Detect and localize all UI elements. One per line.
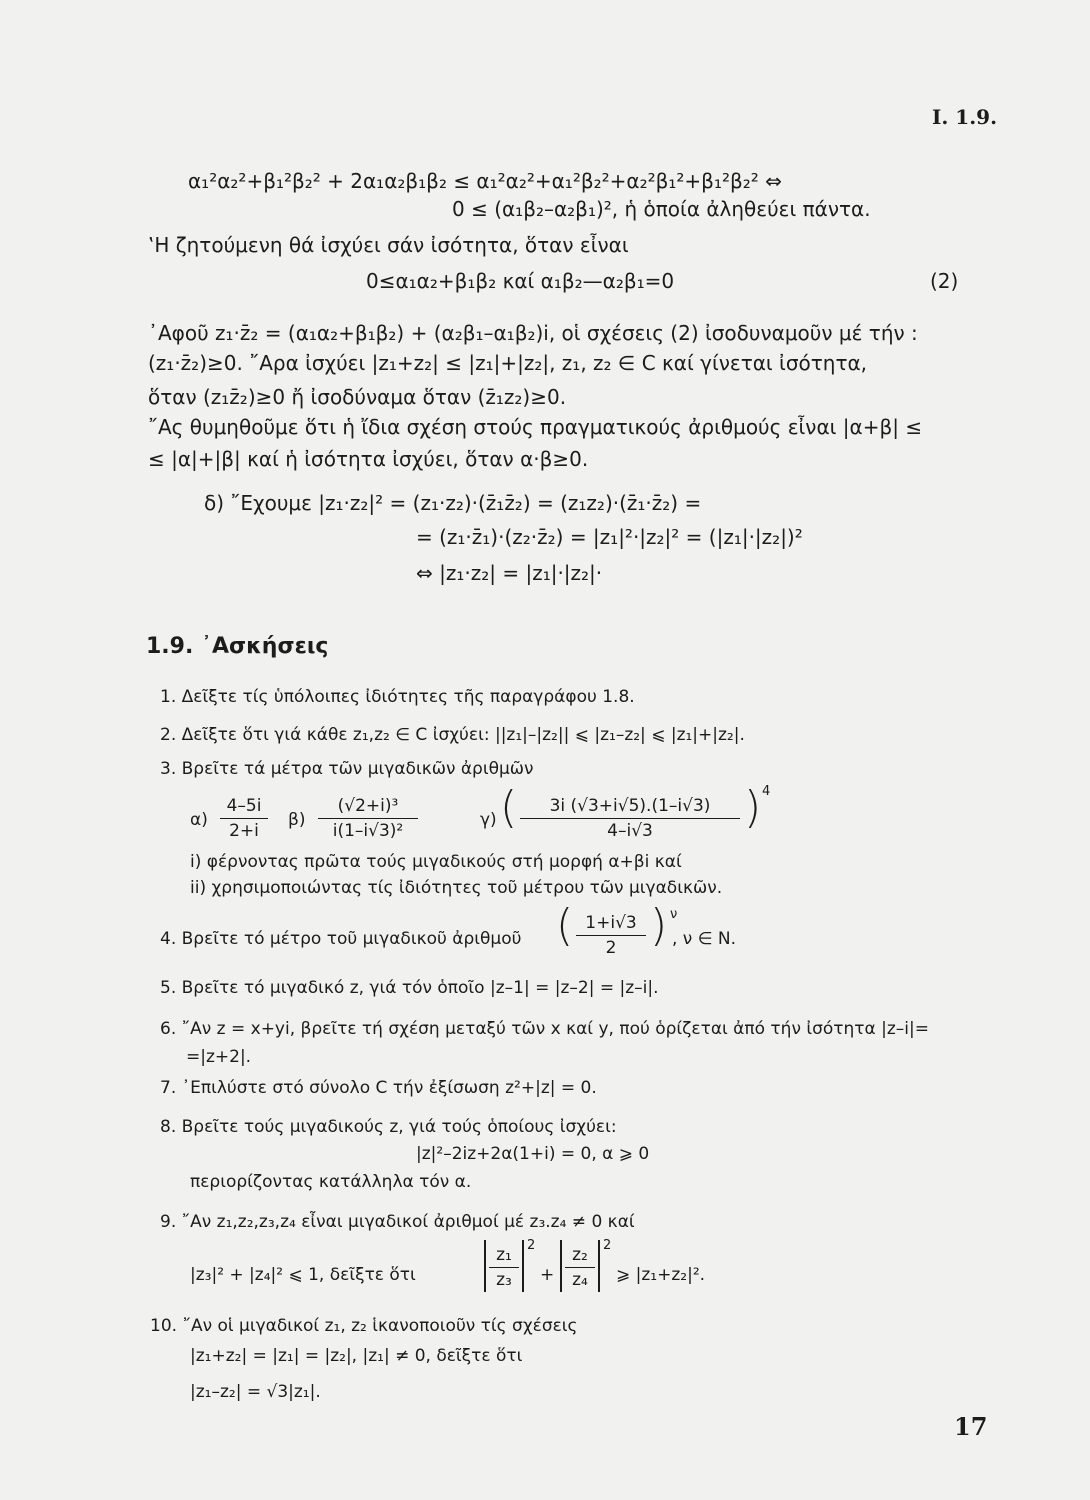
proof-line-6: (z₁·z̄₂)≥0. ῎Αρα ἰσχύει |z₁+z₂| ≤ |z₁|+|z₂|, z₁, z₂ ∈ C καί γίνεται ἰσότητα, [148,351,868,375]
fraction-numerator: 3i (√3+i√5).(1–i√3) [549,796,711,816]
exercise-3: 3. Βρεῖτε τά μέτρα τῶν μιγαδικῶν ἀριθμῶν [160,759,534,779]
proof-line-3: ‛Η ζητούμενη θά ἰσχύει σάν ἰσότητα, ὅταν εἶναι [148,233,629,257]
exercise-2: 2. Δεῖξτε ὅτι γιά κάθε z₁,z₂ ∈ C ἰσχύει: ||z₁|–|z₂|| ⩽ |z₁–z₂| ⩽ |z₁|+|z₂|. [160,725,745,745]
fraction-denominator: z₄ [572,1270,588,1290]
exercise-5: 5. Βρεῖτε τό μιγαδικό z, γιά τόν ὁποῖο |z–1| = |z–2| = |z–i|. [160,978,659,998]
abs-bar-left-1 [484,1240,486,1292]
proof-line-1: α₁²α₂²+β₁²β₂² + 2α₁α₂β₁β₂ ≤ α₁²α₂²+α₁²β₂²+α₂²β₁²+β₁²β₂² ⇔ [188,169,782,193]
fraction-denominator: i(1–i√3)² [332,821,404,841]
fraction-numerator: z₁ [496,1245,512,1265]
exercise-9-tail: ⩾ |z₁+z₂|². [616,1265,706,1285]
proof-line-7: ὅταν (z₁z̄₂)≥0 ἤ ἰσοδύναμα ὅταν (z̄₁z₂)≥0. [148,385,567,409]
left-paren-icon: ( [556,900,574,951]
exercise-7: 7. ᾿Επιλύστε στό σύνολο C τήν ἐξίσωση z²+|z| = 0. [160,1078,597,1098]
exercise-9-fraction-2 [565,1244,595,1291]
exercise-3-c-fraction [520,795,740,842]
exercise-3-b-fraction [318,795,418,842]
fraction-denominator: 2+i [229,821,259,841]
fraction-bar [565,1267,595,1268]
equation-2-label: (2) [930,269,959,293]
exercise-6-cont: =|z+2|. [186,1047,252,1067]
exercise-4-tail: , ν ∈ N. [672,929,737,949]
exercise-4: 4. Βρεῖτε τό μέτρο τοῦ μιγαδικοῦ ἀριθμοῦ [160,929,522,949]
exercise-9-square-2: 2 [603,1238,612,1253]
fraction-numerator: 4–5i [226,796,262,816]
exercise-9-fraction-1 [489,1244,519,1291]
exercise-4-exponent: ν [670,907,678,922]
fraction-bar [489,1267,519,1268]
right-paren-icon: ) [744,782,762,833]
abs-bar-left-2 [560,1240,562,1292]
exercise-3-i: i) φέρνοντας πρῶτα τούς μιγαδικούς στή μορφή α+βi καί [190,852,682,872]
exercise-3-ii: ii) χρησιμοποιώντας τίς ἰδιότητες τοῦ μέτρου τῶν μιγαδικῶν. [190,878,723,898]
abs-bar-right-1 [522,1240,524,1292]
section-reference: I. 1.9. [932,105,998,129]
exercise-3-c-label: γ) [480,810,497,830]
exercise-4-fraction [576,912,646,959]
fraction-numerator: z₂ [572,1245,588,1265]
fraction-denominator: z₃ [496,1270,512,1290]
fraction-denominator: 2 [605,938,617,958]
exercise-8: 8. Βρεῖτε τούς μιγαδικούς z, γιά τούς ὁποίους ἰσχύει: [160,1117,617,1137]
exercise-6: 6. ῎Αν z = x+yi, βρεῖτε τή σχέση μεταξύ τῶν x καί y, πού ὁρίζεται ἀπό τήν ἰσότητα |z–i|= [160,1019,929,1039]
exercise-9: 9. ῎Αν z₁,z₂,z₃,z₄ εἶναι μιγαδικοί ἀριθμοί μέ z₃.z₄ ≠ 0 καί [160,1212,635,1232]
fraction-bar [576,935,646,936]
proof-line-8: ῎Ας θυμηθοῦμε ὅτι ἡ ἴδια σχέση στούς πραγματικούς ἀριθμούς εἶναι |α+β| ≤ [148,415,923,439]
section-title: 1.9. ᾿Ασκήσεις [146,634,329,659]
page-number: 17 [954,1412,988,1441]
exercise-3-b-label: β) [288,810,306,830]
part-d-line-3: ⇔ |z₁·z₂| = |z₁|·|z₂|· [416,561,603,585]
fraction-numerator: 1+i√3 [585,913,637,933]
exercise-3-a-label: α) [190,810,208,830]
exercise-10-conditions: |z₁+z₂| = |z₁| = |z₂|, |z₁| ≠ 0, δεῖξτε ὅτι [190,1346,523,1366]
exercise-3-c-exponent: 4 [762,784,771,799]
exercise-9-plus: + [540,1265,555,1285]
proof-line-5: ᾿Αφοῦ z₁·z̄₂ = (α₁α₂+β₁β₂) + (α₂β₁–α₁β₂)i, οἱ σχέσεις (2) ἰσοδυναμοῦν μέ τήν : [148,321,918,345]
right-paren-icon: ) [650,900,668,951]
proof-line-9: ≤ |α|+|β| καί ἡ ἰσότητα ἰσχύει, ὅταν α·β≥0. [148,447,589,471]
fraction-bar [520,818,740,819]
exercise-3-a-fraction [220,795,268,842]
exercise-8-tail: περιορίζοντας κατάλληλα τόν α. [190,1172,472,1192]
fraction-bar [318,818,418,819]
proof-line-2: 0 ≤ (α₁β₂–α₂β₁)², ἡ ὁποία ἀληθεύει πάντα. [452,197,871,221]
equation-2: 0≤α₁α₂+β₁β₂ καί α₁β₂—α₂β₁=0 [366,269,675,293]
exercise-9-condition: |z₃|² + |z₄|² ⩽ 1, δεῖξτε ὅτι [190,1265,416,1285]
left-paren-icon: ( [500,782,518,833]
fraction-denominator: 4–i√3 [607,821,653,841]
exercise-1: 1. Δεῖξτε τίς ὑπόλοιπες ἰδιότητες τῆς παραγράφου 1.8. [160,687,635,707]
exercise-10-result: |z₁–z₂| = √3|z₁|. [190,1382,321,1402]
exercise-9-square-1: 2 [527,1238,536,1253]
fraction-bar [220,818,268,819]
fraction-numerator: (√2+i)³ [337,796,399,816]
part-d-line-1: δ) ῎Εχουμε |z₁·z₂|² = (z₁·z₂)·(z̄₁z̄₂) = (z₁z₂)·(z̄₁·z̄₂) = [204,491,702,515]
abs-bar-right-2 [598,1240,600,1292]
exercise-8-equation: |z|²–2iz+2α(1+i) = 0, α ⩾ 0 [416,1144,650,1164]
part-d-line-2: = (z₁·z̄₁)·(z₂·z̄₂) = |z₁|²·|z₂|² = (|z₁|·|z₂|)² [416,525,803,549]
exercise-10: 10. ῎Αν οἱ μιγαδικοί z₁, z₂ ἱκανοποιοῦν τίς σχέσεις [150,1316,578,1336]
